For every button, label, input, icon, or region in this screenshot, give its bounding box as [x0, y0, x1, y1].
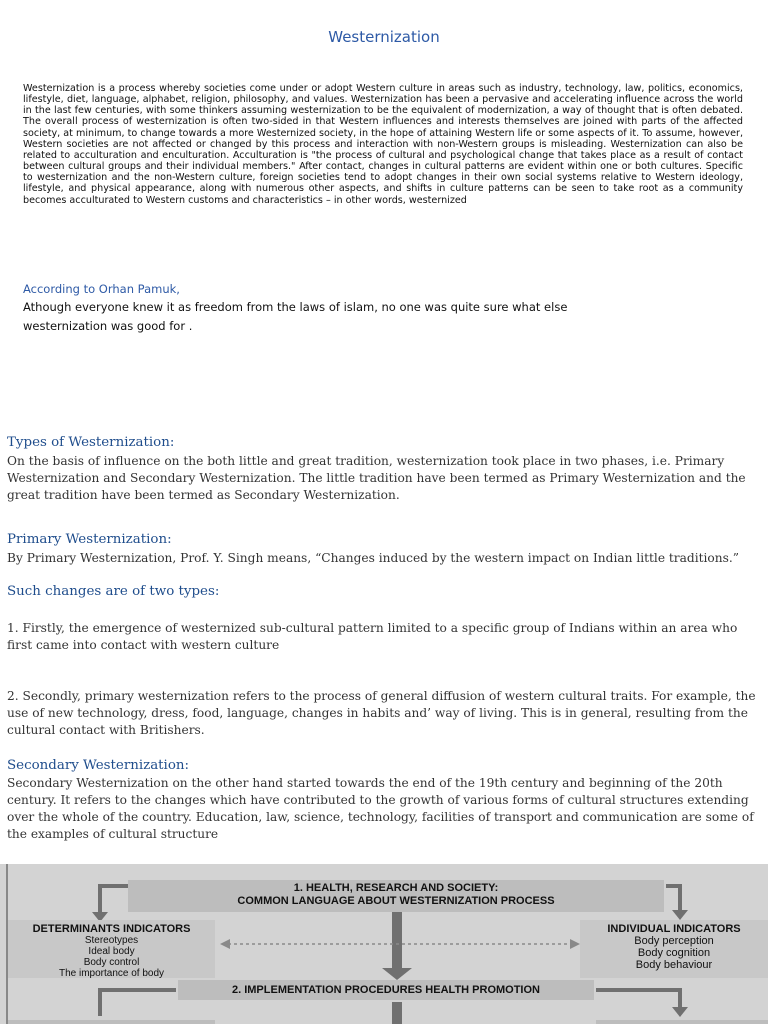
quote-text — [23, 298, 603, 336]
types-text: On the basis of influence on the both little and great tradition, westernization took place in two phases, i.e. Primary Westernization and Secondary Westernization. The little tradition have been termed as Primary Westernization and the great tradition have been termed as Secondary Westernization. — [7, 454, 746, 502]
box-individual-indicators — [580, 920, 768, 978]
box-implementation-procedures: 2. IMPLEMENTATION PROCEDURES HEALTH PROMOTION — [178, 980, 594, 1000]
individual-item: Body perception — [634, 935, 714, 947]
bottom-center-shaft — [392, 1002, 402, 1024]
determinant-item: Ideal body — [88, 946, 135, 957]
box-1-line-1: 1. HEALTH, RESEARCH AND SOCIETY: — [293, 882, 499, 894]
top-right-arrowhead — [672, 910, 688, 920]
quote-line-2: westernization was good for . — [23, 319, 193, 333]
intro-paragraph: Westernization is a process whereby societies come under or adopt Western culture in areas such as industry, technology, law, politics, economics, lifestyle, diet, language, alphabet, religion, philosophy, and values. Westernization has been a pervasive and accelerating influence across the world in the last few centuries, with some thinkers assuming westernization to be the equivalent of modernization, a way of thought that is often debated. The overall process of westernization is often two-sided in that Western influences and interests themselves are joined with parts of the affected society, at minimum, to change towards a more Westernized society, in the hope of attaining Western life or some aspects of it. To assume, however, Western societies are not affected or changed by this process and interaction with non-Western groups is misleading. Westernization can also be related to acculturation and enculturation. Acculturation is "the process of cultural and psychological change that takes place as a result of contact between cultural groups and their individual members." After contact, changes in cultural patterns are evident within one or both cultures. Specific to westernization and the non-Western culture, foreign societies tend to adopt changes in their own social systems relative to Western ideology, lifestyle, and physical appearance, along with numerous other aspects, and shifts in culture patterns can be seen to take root as a community becomes acculturated to Western customs and characteristics – in other words, westernized — [23, 83, 743, 206]
individual-title: INDIVIDUAL INDICATORS — [607, 923, 741, 935]
primary-heading: Primary Westernization: — [7, 532, 172, 547]
dotted-left-arrowhead — [220, 939, 230, 949]
changes-heading: Such changes are of two types: — [7, 584, 220, 599]
point-2: 2. Secondly, primary westernization refers to the process of general diffusion of western cultural traits. For example, the use of new technology, dress, food, language, changes in habits and’ way of living. This is in general, resulting from the cultural contact with Britishers. — [7, 689, 756, 737]
primary-text: By Primary Westernization, Prof. Y. Singh means, “Changes induced by the western impact on Indian little traditions.” — [7, 551, 739, 565]
box-bottom-right-partial — [596, 1020, 768, 1024]
secondary-heading: Secondary Westernization: — [7, 758, 190, 773]
types-heading: Types of Westernization: — [7, 435, 175, 450]
determinant-item: Stereotypes — [84, 935, 139, 946]
top-right-elbow-arrow — [666, 886, 680, 912]
box-health-research-society — [128, 880, 664, 912]
page-title: Westernization — [328, 28, 440, 46]
individual-item: Body behaviour — [635, 959, 713, 971]
point-1: 1. Firstly, the emergence of westernized sub-cultural pattern limited to a specific group of Indians within an area who first came into contact with western culture — [7, 621, 738, 652]
dotted-right-arrowhead — [570, 939, 580, 949]
determinant-item: Body control — [83, 957, 140, 968]
box-1-line-2: COMMON LANGUAGE ABOUT WESTERNIZATION PROCESS — [237, 895, 555, 907]
box-determinants-indicators — [8, 920, 215, 978]
top-left-elbow-arrow — [100, 886, 128, 914]
determinant-item: The importance of body — [58, 968, 165, 979]
bottom-left-elbow-arrow — [100, 990, 176, 1016]
individual-item: Body cognition — [637, 947, 711, 959]
box-bottom-left-partial — [8, 1020, 215, 1024]
bottom-right-arrowhead — [672, 1007, 688, 1017]
westernization-diagram — [0, 864, 768, 1024]
determinants-title: DETERMINANTS INDICATORS — [32, 923, 191, 935]
quote-heading: According to Orhan Pamuk, — [23, 282, 180, 296]
center-arrowhead — [382, 968, 412, 980]
bottom-right-elbow-arrow — [596, 990, 680, 1009]
quote-line-1: Athough everyone knew it as freedom from the laws of islam, no one was quite sure what else — [23, 300, 568, 314]
secondary-text: Secondary Westernization on the other hand started towards the end of the 19th century and beginning of the 20th century. It refers to the changes which have contributed to the growth of various forms of cultural structures extending over the whole of the country. Education, law, science, technology, facilities of transport and communication are some of the examples of cultural structure — [7, 776, 754, 841]
